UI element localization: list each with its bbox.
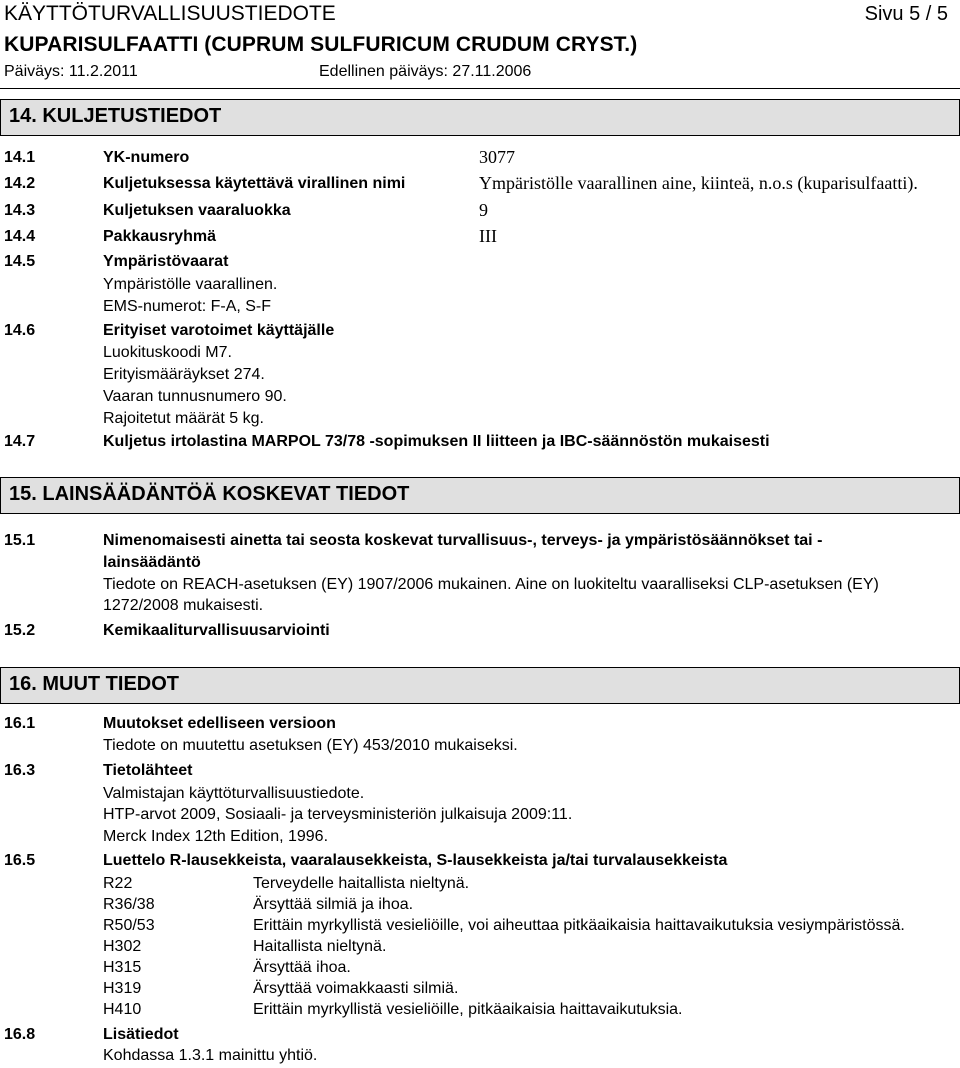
issue-date: Päiväys: 11.2.2011	[4, 63, 138, 80]
item-label: Erityiset varotoimet käyttäjälle	[103, 322, 335, 339]
item-value: Ympäristölle vaarallinen aine, kiinteä, n.o.s (kuparisulfaatti).	[479, 173, 918, 193]
phrase-code: R50/53	[103, 917, 155, 934]
item-label: Luettelo R-lausekkeista, vaaralausekkeista, S-lausekkeista ja/tai turvalausekkeista	[103, 852, 728, 869]
item-label: Pakkausryhmä	[103, 228, 216, 245]
phrase-code: H410	[103, 1001, 142, 1018]
item-number: 14.7	[4, 433, 36, 450]
item-label: Tietolähteet	[103, 762, 193, 779]
item-text: Merck Index 12th Edition, 1996.	[103, 828, 329, 845]
section-16-bar	[0, 667, 960, 704]
item-label: Kuljetus irtolastina MARPOL 73/78 -sopimuksen II liitteen ja IBC-säännöstön mukaisesti	[103, 433, 770, 450]
item-number: 15.1	[4, 532, 36, 549]
phrase-text: Terveydelle haitallista nieltynä.	[253, 875, 470, 892]
phrase-text: Erittäin myrkyllistä vesieliöille, voi aiheuttaa pitkäaikaisia haittavaikutuksia vesiympäristössä.	[253, 917, 905, 934]
item-label: Muutokset edelliseen versioon	[103, 715, 336, 732]
item-number: 14.4	[4, 228, 36, 245]
phrase-code: R22	[103, 875, 133, 892]
item-text: Kohdassa 1.3.1 mainittu yhtiö.	[103, 1047, 318, 1064]
product-name: KUPARISULFAATTI (CUPRUM SULFURICUM CRUDUM CRYST.)	[4, 33, 638, 56]
header-rule	[0, 88, 960, 89]
item-text: Tiedote on muutettu asetuksen (EY) 453/2010 mukaiseksi.	[103, 737, 518, 754]
item-text: Luokituskoodi M7.	[103, 344, 232, 361]
item-number: 16.8	[4, 1026, 36, 1043]
item-label: YK-numero	[103, 149, 190, 166]
item-number: 14.3	[4, 202, 36, 219]
phrase-text: Erittäin myrkyllistä vesieliöille, pitkäaikaisia haittavaikutuksia.	[253, 1001, 683, 1018]
item-text: Vaaran tunnusnumero 90.	[103, 388, 287, 405]
item-number: 16.5	[4, 852, 36, 869]
item-number: 14.5	[4, 253, 36, 270]
item-number: 14.6	[4, 322, 36, 339]
phrase-code: H319	[103, 980, 142, 997]
previous-date: Edellinen päiväys: 27.11.2006	[319, 63, 532, 80]
item-number: 15.2	[4, 622, 36, 639]
section-15-title: 15. LAINSÄÄDÄNTÖÄ KOSKEVAT TIEDOT	[9, 483, 410, 505]
section-15-bar	[0, 477, 960, 514]
section-14-bar	[0, 99, 960, 136]
item-label: Kemikaaliturvallisuusarviointi	[103, 622, 330, 639]
item-text: Valmistajan käyttöturvallisuustiedote.	[103, 785, 365, 802]
section-14-title: 14. KULJETUSTIEDOT	[9, 105, 222, 127]
item-value: III	[479, 226, 497, 246]
phrase-text: Haitallista nieltynä.	[253, 938, 387, 955]
section-16-title: 16. MUUT TIEDOT	[9, 673, 180, 695]
item-label: Nimenomaisesti ainetta tai seosta koskevat turvallisuus-, terveys- ja ympäristösäännökset tai -	[103, 532, 823, 549]
page-number: Sivu 5 / 5	[864, 3, 948, 25]
item-label: Lisätiedot	[103, 1026, 179, 1043]
item-number: 14.2	[4, 175, 36, 192]
item-value: 3077	[479, 147, 515, 167]
phrase-text: Ärsyttää voimakkaasti silmiä.	[253, 980, 459, 997]
item-text: Ympäristölle vaarallinen.	[103, 276, 278, 293]
phrase-code: R36/38	[103, 896, 155, 913]
item-label: Kuljetuksen vaaraluokka	[103, 202, 291, 219]
item-label: lainsäädäntö	[103, 554, 201, 571]
item-number: 14.1	[4, 149, 36, 166]
item-text: Erityismääräykset 274.	[103, 366, 265, 383]
item-text: HTP-arvot 2009, Sosiaali- ja terveysministeriön julkaisuja 2009:11.	[103, 806, 573, 823]
document-type: KÄYTTÖTURVALLISUUSTIEDOTE	[4, 2, 336, 25]
item-text: Tiedote on REACH-asetuksen (EY) 1907/2006 mukainen. Aine on luokiteltu vaaralliseksi CLP-asetuksen (EY)	[103, 576, 879, 593]
item-text: Rajoitetut määrät 5 kg.	[103, 410, 264, 427]
item-value: 9	[479, 200, 488, 220]
phrase-code: H302	[103, 938, 142, 955]
phrase-text: Ärsyttää silmiä ja ihoa.	[253, 896, 414, 913]
phrase-text: Ärsyttää ihoa.	[253, 959, 351, 976]
item-number: 16.3	[4, 762, 36, 779]
item-text: 1272/2008 mukaisesti.	[103, 597, 264, 614]
phrase-code: H315	[103, 959, 142, 976]
item-number: 16.1	[4, 715, 36, 732]
item-label: Kuljetuksessa käytettävä virallinen nimi	[103, 175, 406, 192]
item-label: Ympäristövaarat	[103, 253, 229, 270]
item-text: EMS-numerot: F-A, S-F	[103, 298, 272, 315]
